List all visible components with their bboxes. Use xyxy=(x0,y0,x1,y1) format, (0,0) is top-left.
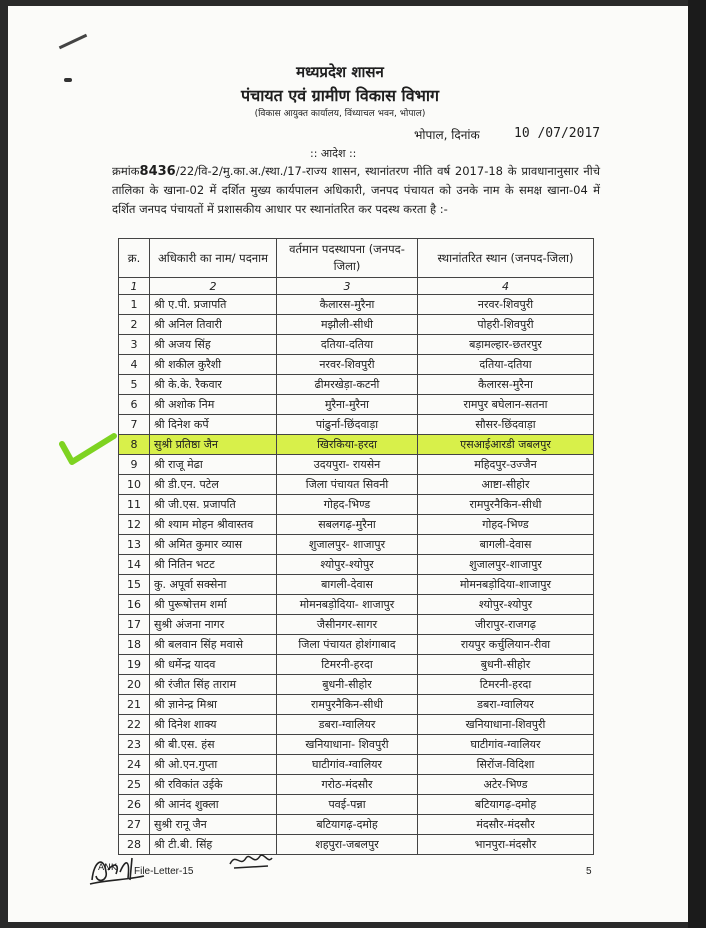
page-number: 5 xyxy=(586,866,592,877)
row-name: श्री बी.एस. हंस xyxy=(150,735,277,755)
row-transfer: सौसर-छिंदवाड़ा xyxy=(418,415,594,435)
table-row xyxy=(119,455,594,475)
row-current: कैलारस-मुरैना xyxy=(277,295,418,315)
table-row xyxy=(119,835,594,855)
row-current: खनियाधाना- शिवपुरी xyxy=(277,735,418,755)
table-row xyxy=(119,715,594,735)
date-value: 10 /07/2017 xyxy=(514,126,601,141)
row-transfer: श्योपुर-श्योपुर xyxy=(418,595,594,615)
row-name: सुश्री प्रतिष्ठा जैन xyxy=(150,435,277,455)
table-row xyxy=(119,775,594,795)
table-row xyxy=(119,495,594,515)
row-transfer: बागली-देवास xyxy=(418,535,594,555)
row-name: श्री श्याम मोहन श्रीवास्तव xyxy=(150,515,277,535)
header-line-1: मध्यप्रदेश शासन xyxy=(296,63,384,81)
row-sn: 16 xyxy=(119,595,150,615)
green-check-icon xyxy=(58,430,118,470)
row-transfer: मोमनबड़ोदिया-शाजापुर xyxy=(418,575,594,595)
row-name: श्री के.के. रैकवार xyxy=(150,375,277,395)
row-name: श्री ज्ञानेन्द्र मिश्रा xyxy=(150,695,277,715)
row-current: पवई-पन्ना xyxy=(277,795,418,815)
row-transfer: टिमरनी-हरदा xyxy=(418,675,594,695)
intro-prefix: क्रमांक xyxy=(112,164,140,178)
row-transfer: अटेर-भिण्ड xyxy=(418,775,594,795)
row-current: जैसीनगर-सागर xyxy=(277,615,418,635)
table-row xyxy=(119,815,594,835)
row-sn: 28 xyxy=(119,835,150,855)
row-current: बुधनी-सीहोर xyxy=(277,675,418,695)
row-transfer: कैलारस-मुरैना xyxy=(418,375,594,395)
header-transfer: स्थानांतरित स्थान (जनपद-जिला) xyxy=(418,239,594,278)
row-transfer: महिदपुर-उज्जैन xyxy=(418,455,594,475)
intro-paragraph xyxy=(112,162,600,219)
row-transfer: शुजालपुर-शाजापुर xyxy=(418,555,594,575)
row-current: जिला पंचायत सिवनी xyxy=(277,475,418,495)
table-row xyxy=(119,395,594,415)
table-row xyxy=(119,575,594,595)
table-row xyxy=(119,475,594,495)
row-current: शुजालपुर- शाजापुर xyxy=(277,535,418,555)
row-sn: 3 xyxy=(119,335,150,355)
row-current: शहपुरा-जबलपुर xyxy=(277,835,418,855)
table-row xyxy=(119,515,594,535)
row-current: मुरैना-मुरैना xyxy=(277,395,418,415)
index-cell: 4 xyxy=(418,278,594,295)
row-name: श्री अनिल तिवारी xyxy=(150,315,277,335)
row-sn: 23 xyxy=(119,735,150,755)
row-current: डबरा-ग्वालियर xyxy=(277,715,418,735)
footer-file-label: File-Letter-15 xyxy=(134,866,194,877)
place-date-label: भोपाल, दिनांक xyxy=(414,128,480,142)
row-transfer: भानपुरा-मंदसौर xyxy=(418,835,594,855)
row-current: जिला पंचायत होशंगाबाद xyxy=(277,635,418,655)
row-name: कु. अपूर्वा सक्सेना xyxy=(150,575,277,595)
table-row xyxy=(119,675,594,695)
index-cell: 1 xyxy=(119,278,150,295)
row-sn: 12 xyxy=(119,515,150,535)
row-transfer: एसआईआरडी जबलपुर xyxy=(418,435,594,455)
order-title: :: आदेश :: xyxy=(310,147,357,160)
row-transfer: घाटीगांव-ग्वालियर xyxy=(418,735,594,755)
row-current: सबलगढ़-मुरैना xyxy=(277,515,418,535)
signature-text: ANK xyxy=(98,863,117,873)
row-sn: 15 xyxy=(119,575,150,595)
page-edge-shadow xyxy=(688,0,706,928)
row-current: बागली-देवास xyxy=(277,575,418,595)
row-transfer: आष्टा-सीहोर xyxy=(418,475,594,495)
header-name: अधिकारी का नाम/ पदनाम xyxy=(150,239,277,278)
row-sn: 21 xyxy=(119,695,150,715)
row-name: श्री रविकांत उईके xyxy=(150,775,277,795)
row-sn: 17 xyxy=(119,615,150,635)
row-name: श्री टी.बी. सिंह xyxy=(150,835,277,855)
row-sn: 14 xyxy=(119,555,150,575)
row-transfer: पोहरी-शिवपुरी xyxy=(418,315,594,335)
row-current: घाटीगांव-ग्वालियर xyxy=(277,755,418,775)
row-sn: 22 xyxy=(119,715,150,735)
row-name: श्री दिनेश कर्पे xyxy=(150,415,277,435)
row-name: श्री राजू मेढा xyxy=(150,455,277,475)
row-transfer: दतिया-दतिया xyxy=(418,355,594,375)
row-transfer: जीरापुर-राजगढ़ xyxy=(418,615,594,635)
table-row xyxy=(119,755,594,775)
table-row xyxy=(119,615,594,635)
table-row xyxy=(119,695,594,715)
row-current: टिमरनी-हरदा xyxy=(277,655,418,675)
header-line-3: (विकास आयुक्त कार्यालय, विंध्याचल भवन, भोपाल) xyxy=(254,109,426,119)
row-sn: 5 xyxy=(119,375,150,395)
table-body xyxy=(119,295,594,855)
row-sn: 25 xyxy=(119,775,150,795)
row-current: ढीमरखेड़ा-कटनी xyxy=(277,375,418,395)
row-sn: 13 xyxy=(119,535,150,555)
table-row xyxy=(119,315,594,335)
table-row xyxy=(119,655,594,675)
row-transfer: मंदसौर-मंदसौर xyxy=(418,815,594,835)
row-transfer: रायपुर कर्चुलियान-रीवा xyxy=(418,635,594,655)
table-row xyxy=(119,415,594,435)
row-name: श्री नितिन भटट xyxy=(150,555,277,575)
row-sn: 26 xyxy=(119,795,150,815)
row-current: बटियागढ़-दमोह xyxy=(277,815,418,835)
row-sn: 8 xyxy=(119,435,150,455)
intro-text: /22/वि-2/मु.का.अ./स्था./17-राज्य शासन, स्थानांतरण नीति वर्ष 2017-18 के प्रावधानानुसार नीचे तालिका के खाना-02 में दर्शित मुख्य कार्यपालन अधिकारी, जनपद पंचायत को उनके नाम के समक्ष खाना-04 में दर्शित जनपद पंचायतों में प्रशासकीय आधार पर स्थानांतरित कर पदस्थ करता है :- xyxy=(112,164,600,216)
row-name: श्री बलवान सिंह मवासे xyxy=(150,635,277,655)
table-row xyxy=(119,295,594,315)
header-line-2: पंचायत एवं ग्रामीण विकास विभाग xyxy=(241,86,439,105)
row-name: श्री धर्मेन्द्र यादव xyxy=(150,655,277,675)
row-transfer: बुधनी-सीहोर xyxy=(418,655,594,675)
row-transfer: डबरा-ग्वालियर xyxy=(418,695,594,715)
index-cell: 2 xyxy=(150,278,277,295)
row-sn: 24 xyxy=(119,755,150,775)
row-sn: 20 xyxy=(119,675,150,695)
row-transfer: नरवर-शिवपुरी xyxy=(418,295,594,315)
table-header-row xyxy=(119,239,594,278)
row-sn: 2 xyxy=(119,315,150,335)
row-name: श्री दिनेश शाक्य xyxy=(150,715,277,735)
table-row xyxy=(119,435,594,455)
row-sn: 10 xyxy=(119,475,150,495)
row-sn: 4 xyxy=(119,355,150,375)
signature-scribble xyxy=(228,848,274,872)
row-sn: 7 xyxy=(119,415,150,435)
row-sn: 27 xyxy=(119,815,150,835)
table-row xyxy=(119,795,594,815)
row-transfer: गोहद-भिण्ड xyxy=(418,515,594,535)
row-current: दतिया-दतिया xyxy=(277,335,418,355)
row-transfer: रामपुर बघेलान-सतना xyxy=(418,395,594,415)
table-row xyxy=(119,735,594,755)
row-current: गरोठ-मंदसौर xyxy=(277,775,418,795)
row-current: पांढुर्ना-छिंदवाड़ा xyxy=(277,415,418,435)
row-name: श्री पुरूषोत्तम शर्मा xyxy=(150,595,277,615)
row-name: श्री अमित कुमार व्यास xyxy=(150,535,277,555)
row-name: श्री डी.एन. पटेल xyxy=(150,475,277,495)
row-name: श्री रंजीत सिंह ताराम xyxy=(150,675,277,695)
row-sn: 19 xyxy=(119,655,150,675)
transfer-table xyxy=(118,238,594,855)
table-row xyxy=(119,635,594,655)
row-transfer: रामपुरनैकिन-सीधी xyxy=(418,495,594,515)
row-name: श्री अजय सिंह xyxy=(150,335,277,355)
row-transfer: बटियागढ़-दमोह xyxy=(418,795,594,815)
row-name: सुश्री अंजना नागर xyxy=(150,615,277,635)
row-current: नरवर-शिवपुरी xyxy=(277,355,418,375)
row-current: खिरकिया-हरदा xyxy=(277,435,418,455)
table-row xyxy=(119,555,594,575)
row-current: रामपुरनैकिन-सीधी xyxy=(277,695,418,715)
row-current: मोमनबड़ोदिया- शाजापुर xyxy=(277,595,418,615)
table-row xyxy=(119,375,594,395)
table-index-row xyxy=(119,278,594,295)
row-transfer: खनियाधाना-शिवपुरी xyxy=(418,715,594,735)
row-name: श्री शकील कुरैशी xyxy=(150,355,277,375)
row-name: श्री अशोक निम xyxy=(150,395,277,415)
row-name: श्री ए.पी. प्रजापति xyxy=(150,295,277,315)
row-sn: 18 xyxy=(119,635,150,655)
row-sn: 11 xyxy=(119,495,150,515)
row-name: श्री जी.एस. प्रजापति xyxy=(150,495,277,515)
row-current: श्योपुर-श्योपुर xyxy=(277,555,418,575)
table-row xyxy=(119,595,594,615)
row-current: मझौली-सीधी xyxy=(277,315,418,335)
intro-number: 8436 xyxy=(139,164,176,179)
row-sn: 1 xyxy=(119,295,150,315)
table-row xyxy=(119,335,594,355)
row-name: श्री आनंद शुक्ला xyxy=(150,795,277,815)
row-transfer: सिरोंज-विदिशा xyxy=(418,755,594,775)
row-current: गोहद-भिण्ड xyxy=(277,495,418,515)
row-name: सुश्री रानू जैन xyxy=(150,815,277,835)
row-transfer: बड़ामल्हार-छतरपुर xyxy=(418,335,594,355)
row-sn: 9 xyxy=(119,455,150,475)
table-row xyxy=(119,535,594,555)
header-current: वर्तमान पदस्थापना (जनपद-जिला) xyxy=(277,239,418,278)
row-sn: 6 xyxy=(119,395,150,415)
row-name: श्री ओ.एन.गुप्ता xyxy=(150,755,277,775)
table-row xyxy=(119,355,594,375)
header-sn: क्र. xyxy=(119,239,150,278)
row-current: उदयपुरा- रायसेन xyxy=(277,455,418,475)
index-cell: 3 xyxy=(277,278,418,295)
